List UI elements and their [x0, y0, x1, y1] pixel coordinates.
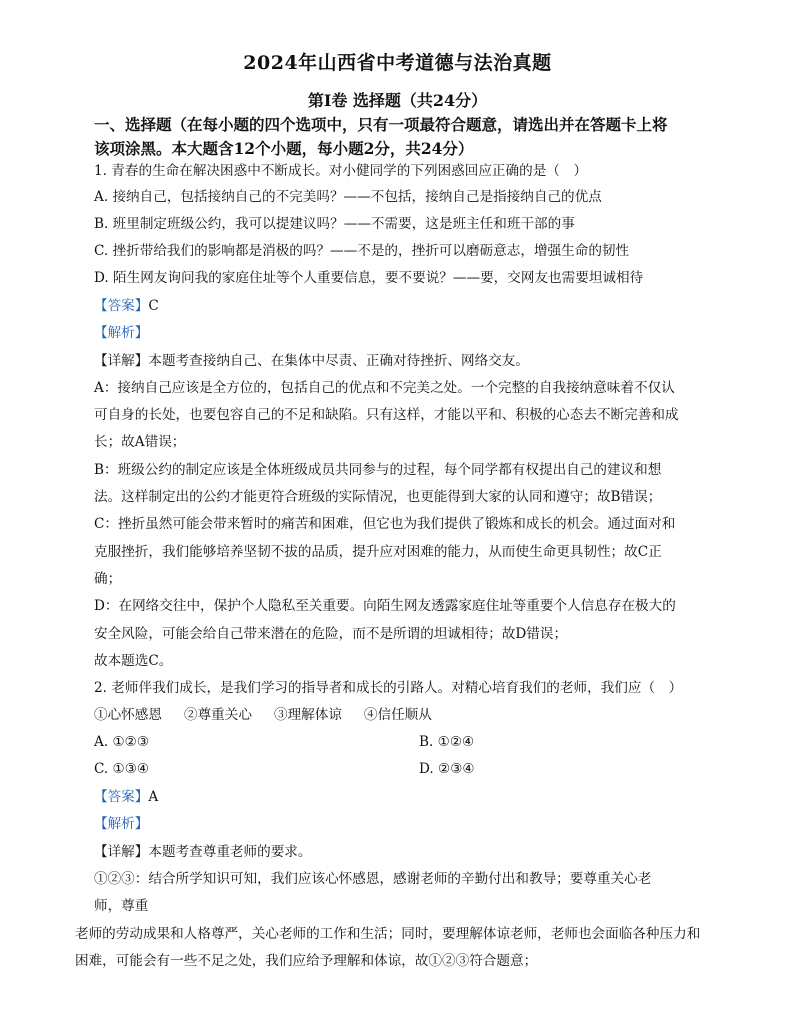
- q2-option-d: D. ②③④: [419, 761, 475, 777]
- q2-detail-line-0: 本题考查尊重老师的要求。: [148, 844, 312, 860]
- q2-detail-line-4: 困难，可能会有一些不足之处，我们应给予理解和体谅，故①②③符合题意；: [75, 953, 538, 969]
- q2-choice-2: ②尊重关心: [183, 707, 252, 723]
- q2-choice-4: ④信任顺从: [363, 707, 432, 723]
- detail-tag: 【详解】: [94, 353, 149, 369]
- q2-option-b: B. ①②④: [419, 734, 475, 750]
- q2-option-a: A. ①②③: [94, 734, 150, 750]
- q1-option-b: B. 班里制定班级公约，我可以提建议吗？——不需要，这是班主任和班干部的事: [94, 216, 575, 232]
- q1-option-a: A. 接纳自己，包括接纳自己的不完美吗？——不包括，接纳自己是指接纳自己的优点: [94, 189, 602, 205]
- q1-detail-intro: [94, 352, 529, 370]
- q1-detail-line-2: 可自身的长处，也要包容自己的不足和缺陷。只有这样，才能以平和、积极的心态去不断完善和成: [94, 407, 679, 423]
- section-instructions-line-2: 该项涂黑。本大题含12个小题，每小题2分，共24分）: [94, 139, 474, 158]
- q1-detail-line-0: 本题考查接纳自己、在集体中尽责、正确对待挫折、网络交友。: [148, 353, 529, 369]
- q2-detail-intro: [94, 843, 312, 861]
- q1-detail-line-7: 克服挫折，我们能够培养坚韧不拔的品质，提升应对困难的能力，从而使生命更具韧性；故C正: [94, 544, 662, 560]
- doc-title: 2024年山西省中考道德与法治真题: [243, 52, 552, 74]
- q1-detail-line-4: B：班级公约的制定应该是全体班级成员共同参与的过程，每个同学都有权提出自己的建议和想: [94, 462, 662, 478]
- q1-detail-line-8: 确；: [94, 571, 122, 587]
- section-instructions-line-1: 一、选择题（在每小题的四个选项中，只有一项最符合题意，请选出并在答题卡上将: [94, 115, 668, 134]
- q1-detail-line-1: A：接纳自己应该是全方位的，包括自己的优点和不完美之处。一个完整的自我接纳意味着不仅认: [94, 380, 675, 396]
- answer-tag: 【答案】: [94, 789, 149, 805]
- q1-answer: [94, 297, 159, 315]
- q1-detail-line-11: 故本题选C。: [94, 653, 173, 669]
- q2-choice-1: ①心怀感恩: [94, 707, 162, 723]
- q1-detail-line-6: C：挫折虽然可能会带来暂时的痛苦和困难，但它也为我们提供了锻炼和成长的机会。通过面对和: [94, 516, 676, 532]
- q2-option-c: C. ①③④: [94, 761, 150, 777]
- q2-answer: [94, 788, 158, 806]
- q2-choice-3: ③理解体谅: [273, 707, 342, 723]
- q1-detail-line-5: 法。这样制定出的公约才能更符合班级的实际情况，也更能得到大家的认同和遵守；故B错误；: [94, 489, 662, 505]
- q1-detail-line-10: 安全风险，可能会给自己带来潜在的危险，而不是所谓的坦诚相待；故D错误；: [94, 626, 568, 642]
- q1-detail-line-3: 长；故A错误；: [94, 434, 186, 450]
- q1-option-c: C. 挫折带给我们的影响都是消极的吗？——不是的，挫折可以磨砺意志，增强生命的韧性: [94, 243, 630, 259]
- q2-detail-line-1: ①②③：结合所学知识可知，我们应该心怀感恩，感谢老师的辛勤付出和教导；要尊重关心老: [94, 871, 652, 887]
- q2-stem: 2. 老师伴我们成长，是我们学习的指导者和成长的引路人。对精心培育我们的老师，我们应（ ）: [94, 680, 683, 696]
- q1-answer-value: C: [148, 298, 159, 314]
- detail-tag: 【详解】: [94, 844, 149, 860]
- q1-stem: 1. 青春的生命在解决困惑中不断成长。对小健同学的下列困惑回应正确的是（ ）: [94, 163, 588, 179]
- answer-tag: 【答案】: [94, 298, 149, 314]
- q2-detail-line-3: 老师的劳动成果和人格尊严，关心老师的工作和生活；同时，要理解体谅老师，老师也会面临各种压力和: [75, 926, 701, 942]
- q2-choices: [94, 706, 454, 724]
- q1-analysis-tag: 【解析】: [94, 325, 149, 341]
- q1-detail-line-9: D：在网络交往中，保护个人隐私至关重要。向陌生网友透露家庭住址等重要个人信息存在极大的: [94, 598, 676, 614]
- q2-answer-value: A: [148, 789, 159, 805]
- section-instructions: [94, 113, 714, 161]
- section-subtitle: 第Ⅰ卷 选择题（共24分）: [307, 91, 488, 110]
- q2-analysis-tag: 【解析】: [94, 816, 149, 832]
- q2-detail-line-2: 师，尊重: [94, 898, 149, 914]
- q1-option-d: D. 陌生网友询问我的家庭住址等个人重要信息，要不要说？——要，交网友也需要坦诚相待: [94, 270, 644, 286]
